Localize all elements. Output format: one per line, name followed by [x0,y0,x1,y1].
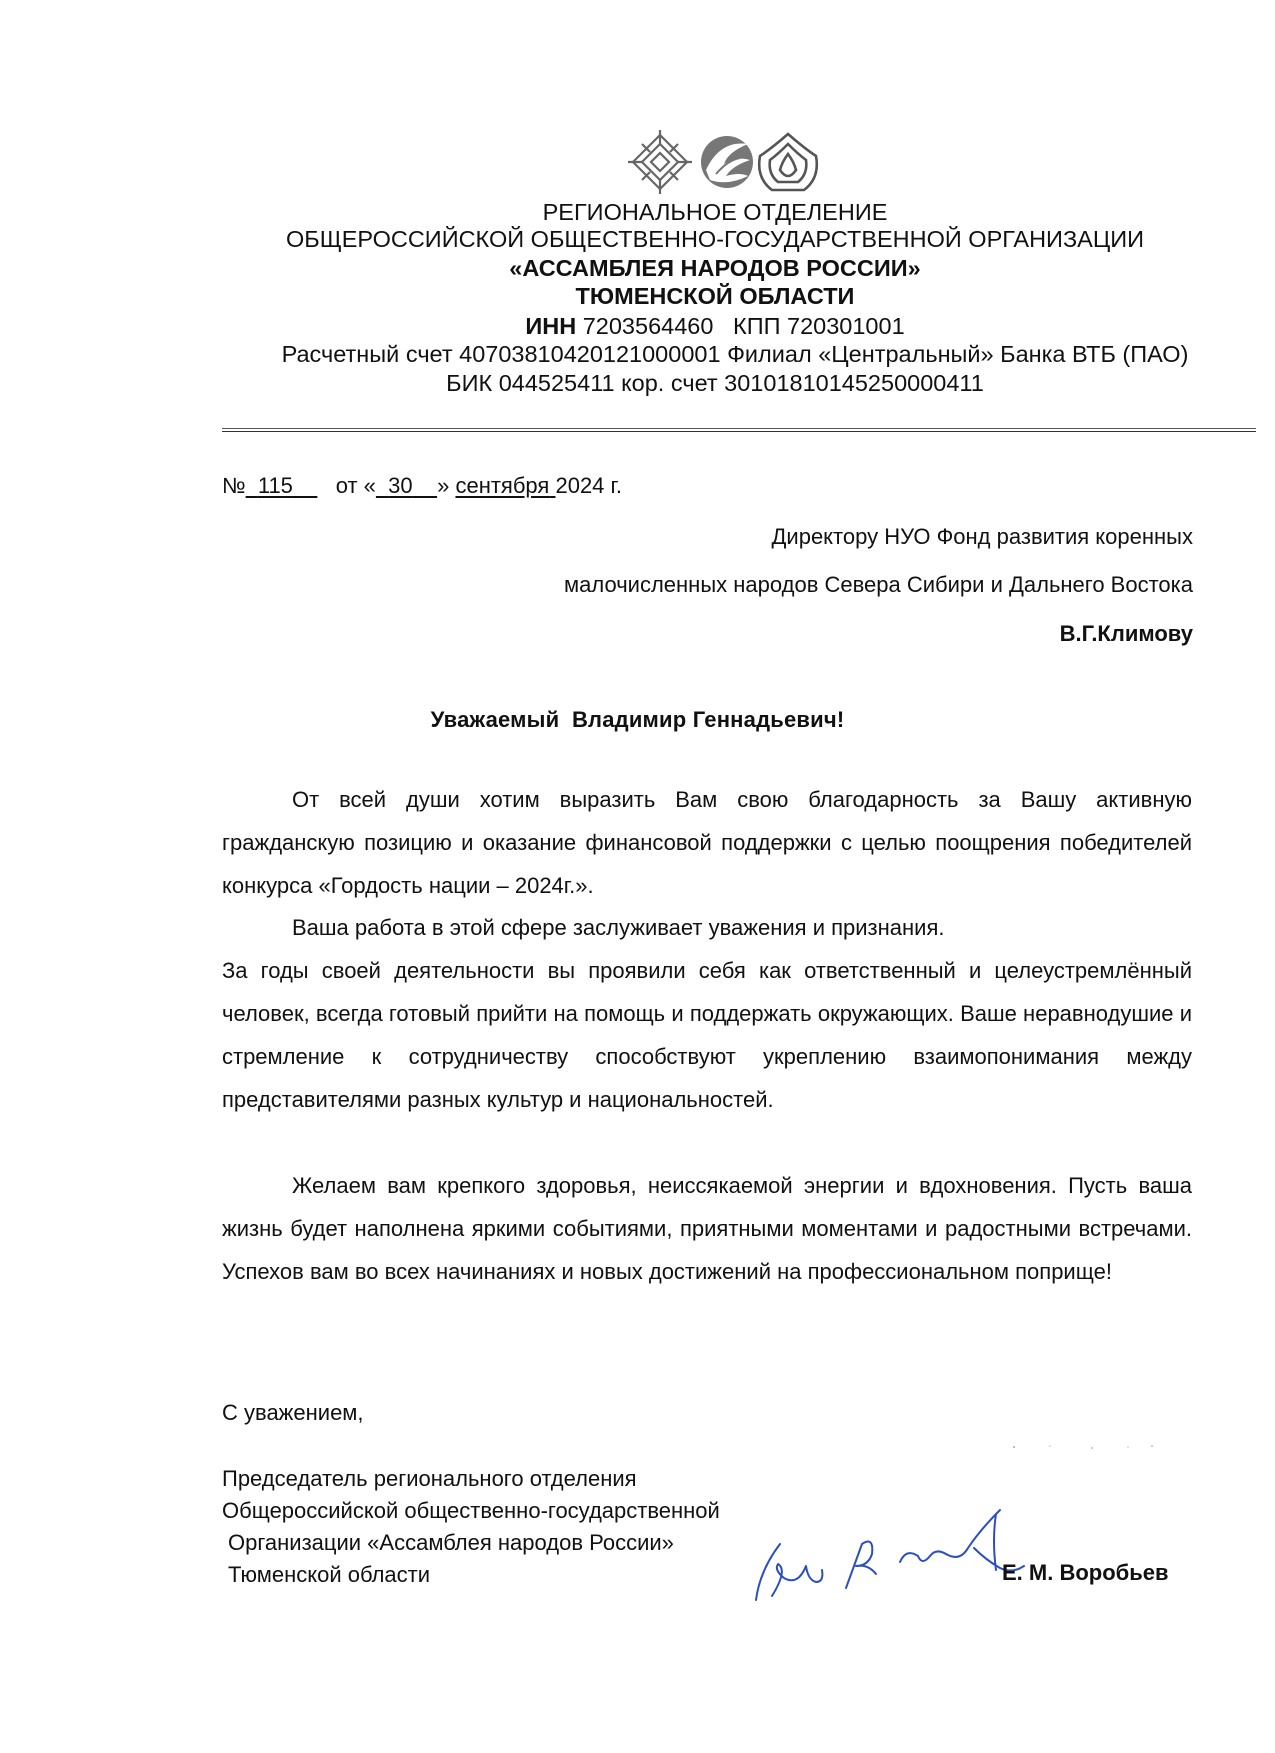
addressee-line2: малочисленных народов Севера Сибири и Дальнего Востока [564,572,1193,597]
signatory-title-line4: Тюменской области [228,1562,431,1587]
salutation: Уважаемый Владимир Геннадьевич! [430,707,845,732]
reg-close-quote: » [437,473,450,498]
leaf-emblem-logo-icon [759,134,817,190]
header-divider-thin [222,428,1256,429]
signatory-title-line2: Общероссийской общественно-государственной [222,1498,720,1523]
org-header-line1: РЕГИОНАЛЬНОЕ ОТДЕЛЕНИЕ [542,199,888,225]
addressee-name: В.Г.Климову [1059,621,1193,646]
org-header-line2: ОБЩЕРОССИЙСКОЙ ОБЩЕСТВЕННО-ГОСУДАРСТВЕННОЙ ОРГАНИЗАЦИИ [286,226,1144,252]
body-paragraph-4: Желаем вам крепкого здоровья, неиссякаемой энергии и вдохновения. Пусть ваша жизнь будет наполнена яркими событиями, приятными моментами и радостными встречами. Успехов вам во всех начинаниях и новых достижений на профессиональном поприще! [222,1173,1192,1284]
scan-speckles [1010,1442,1160,1452]
reg-month: сентября [455,473,550,498]
header-divider-thick [222,431,1256,432]
reg-from-label: от « [335,473,376,498]
registration-line [222,473,622,499]
bik-line: БИК 044525411 кор. счет 30101810145250000411 [446,370,984,396]
inn-kpp-line [200,313,1230,340]
kpp-value: КПП 720301001 [733,313,905,339]
reg-no-value: 115 [257,473,293,498]
org-header-line4: ТЮМЕНСКОЙ ОБЛАСТИ [575,283,855,309]
body-paragraph-2: Ваша работа в этой сфере заслуживает уважения и признания. [292,915,945,940]
addressee-line1: Директору НУО Фонд развития коренных [771,524,1193,549]
inn-label: ИНН [525,313,577,339]
signatory-title-line3: Организации «Ассамблея народов России» [228,1530,674,1555]
org-header-line3: «АССАМБЛЕЯ НАРОДОВ РОССИИ» [509,255,921,281]
handwritten-signature [750,1500,1090,1610]
signatory-title [222,1463,720,1591]
reg-year: 2024 г. [555,473,622,498]
reg-no-label: № [222,473,246,498]
signatory-title-line1: Председатель регионального отделения [222,1466,637,1491]
bank-account-line: Расчетный счет 40703810420121000001 Филиал «Центральный» Банка ВТБ (ПАО) [281,341,1189,367]
bird-logo-icon [701,136,753,188]
reg-day: 30 [388,473,413,498]
header-logos [628,130,828,200]
body-paragraph-3: За годы своей деятельности вы проявили себя как ответственный и целеустремлённый человек, всегда готовый прийти на помощь и поддержать окружающих. Ваше неравнодушие и стремление к сотрудничеству способствуют укреплению взаимопонимания между представителями разных культур и национальностей. [222,958,1192,1112]
body-paragraph-1: От всей души хотим выразить Вам свою благодарность за Вашу активную гражданскую позицию и оказание финансовой поддержки с целью поощрения победителей конкурса «Гордость нации – 2024г.». [222,787,1192,898]
inn-value: 7203564460 [582,313,714,339]
closing-phrase: С уважением, [222,1400,364,1425]
signer-name: Е. М. Воробьев [1002,1560,1169,1585]
ornament-logo-icon [628,130,692,194]
